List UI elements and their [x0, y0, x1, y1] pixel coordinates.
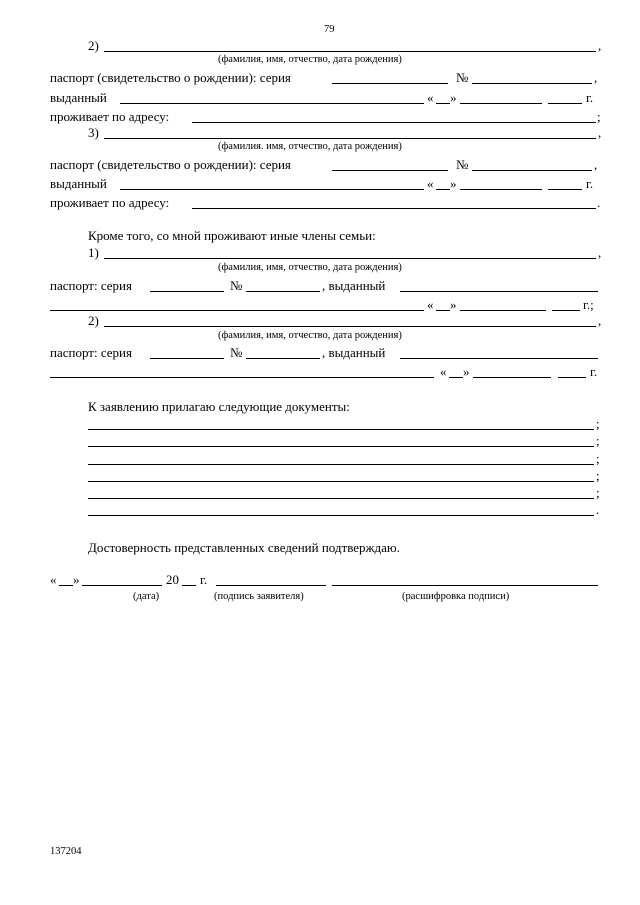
day-line-3[interactable] — [436, 189, 450, 190]
day-line-2[interactable] — [436, 103, 450, 104]
quote-close: » — [450, 90, 457, 105]
quote-open: « — [427, 176, 434, 191]
family-number-line-1[interactable] — [246, 291, 320, 292]
family-passport-label-2: паспорт: серия — [50, 345, 132, 360]
fio-line-2[interactable] — [104, 51, 596, 52]
quote-open: « — [427, 297, 434, 312]
family-fio-line-1[interactable] — [104, 258, 596, 259]
document-line-6[interactable] — [88, 515, 594, 516]
family-month-line-1[interactable] — [460, 310, 546, 311]
family-item-number-2: 2) — [88, 313, 99, 328]
family-issued-line-2a[interactable] — [400, 358, 598, 359]
page-number: 79 — [324, 24, 335, 35]
issued-label-3: выданный — [50, 176, 107, 191]
issued-label-2: выданный — [50, 90, 107, 105]
month-line-3[interactable] — [460, 189, 542, 190]
sign-day-line[interactable] — [59, 585, 73, 586]
document-line-2[interactable] — [88, 446, 594, 447]
family-item-number-1: 1) — [88, 245, 99, 260]
year-abbr: г. — [586, 176, 594, 191]
comma: , — [594, 157, 598, 172]
caption-fio-2: (фамилия, имя, отчество, дата рождения) — [218, 54, 402, 65]
semicolon: ; — [596, 451, 600, 466]
family-year-line-2[interactable] — [558, 377, 586, 378]
document-line-1[interactable] — [88, 429, 594, 430]
family-day-line-1[interactable] — [436, 310, 450, 311]
family-issued-line-1b[interactable] — [50, 310, 424, 311]
address-line-2[interactable] — [192, 122, 596, 123]
document-line-5[interactable] — [88, 498, 594, 499]
family-number-sign-1: № — [230, 278, 243, 293]
number-sign-3: № — [456, 157, 469, 172]
year-suffix: г. — [200, 572, 208, 587]
family-month-line-2[interactable] — [473, 377, 551, 378]
document-line-3[interactable] — [88, 464, 594, 465]
comma: , — [598, 125, 602, 140]
quote-open: « — [50, 572, 57, 587]
fio-line-3[interactable] — [104, 138, 596, 139]
document-line-4[interactable] — [88, 481, 594, 482]
family-caption-fio-1: (фамилия, имя, отчество, дата рождения) — [218, 262, 402, 273]
semicolon: ; — [596, 468, 600, 483]
series-line-3[interactable] — [332, 170, 448, 171]
quote-close: » — [463, 364, 470, 379]
footer-code: 137204 — [50, 846, 82, 857]
item-number-2: 2) — [88, 38, 99, 53]
caption-fio-3: (фамилия. имя, отчество, дата рождения) — [218, 141, 402, 152]
comma: , — [598, 38, 602, 53]
caption-signature: (подпись заявителя) — [214, 591, 304, 602]
semicolon: ; — [596, 485, 600, 500]
sign-month-line[interactable] — [82, 585, 162, 586]
number-line-2[interactable] — [472, 83, 592, 84]
signature-line[interactable] — [216, 585, 326, 586]
item-number-3: 3) — [88, 125, 99, 140]
family-issued-line-1a[interactable] — [400, 291, 598, 292]
family-number-line-2[interactable] — [246, 358, 320, 359]
issued-line-3[interactable] — [120, 189, 424, 190]
comma: , — [598, 245, 602, 260]
series-line-2[interactable] — [332, 83, 448, 84]
issued-line-2[interactable] — [120, 103, 424, 104]
family-issued-label-1: , выданный — [322, 278, 386, 293]
family-issued-label-2: , выданный — [322, 345, 386, 360]
address-line-3[interactable] — [192, 208, 596, 209]
quote-close: » — [450, 297, 457, 312]
family-heading: Кроме того, со мной проживают иные члены семьи: — [88, 228, 376, 243]
caption-decoding: (расшифровка подписи) — [402, 591, 510, 602]
year-line-3[interactable] — [548, 189, 582, 190]
semicolon: ; — [597, 109, 601, 124]
year-abbr: г. — [590, 364, 598, 379]
semicolon: ; — [596, 416, 600, 431]
number-line-3[interactable] — [472, 170, 592, 171]
year-line-2[interactable] — [548, 103, 582, 104]
quote-open: « — [440, 364, 447, 379]
family-number-sign-2: № — [230, 345, 243, 360]
period: . — [596, 502, 600, 517]
family-caption-fio-2: (фамилия, имя, отчество, дата рождения) — [218, 330, 402, 341]
family-fio-line-2[interactable] — [104, 326, 596, 327]
comma: , — [598, 313, 602, 328]
family-series-line-2[interactable] — [150, 358, 224, 359]
year-abbr-semicolon: г.; — [583, 297, 594, 312]
lives-at-label-3: проживает по адресу: — [50, 195, 170, 210]
number-sign-2: № — [456, 70, 469, 85]
month-line-2[interactable] — [460, 103, 542, 104]
quote-close: » — [450, 176, 457, 191]
passport-label-3: паспорт (свидетельство о рождении): серия — [50, 157, 291, 172]
comma: , — [594, 70, 598, 85]
lives-at-label-2: проживает по адресу: — [50, 109, 170, 124]
quote-open: « — [427, 90, 434, 105]
family-day-line-2[interactable] — [449, 377, 463, 378]
family-series-line-1[interactable] — [150, 291, 224, 292]
passport-label-2: паспорт (свидетельство о рождении): серия — [50, 70, 291, 85]
semicolon: ; — [596, 433, 600, 448]
period: . — [597, 195, 601, 210]
family-issued-line-2b[interactable] — [50, 377, 434, 378]
signature-decoding-line[interactable] — [332, 585, 598, 586]
sign-year-line[interactable] — [182, 585, 196, 586]
caption-date: (дата) — [133, 591, 160, 602]
family-passport-label-1: паспорт: серия — [50, 278, 132, 293]
documents-heading: К заявлению прилагаю следующие документы: — [88, 399, 350, 414]
year-prefix: 20 — [166, 572, 179, 587]
confirm-text: Достоверность представленных сведений подтверждаю. — [88, 540, 400, 555]
year-abbr: г. — [586, 90, 594, 105]
quote-close: » — [73, 572, 80, 587]
family-year-line-1[interactable] — [552, 310, 580, 311]
